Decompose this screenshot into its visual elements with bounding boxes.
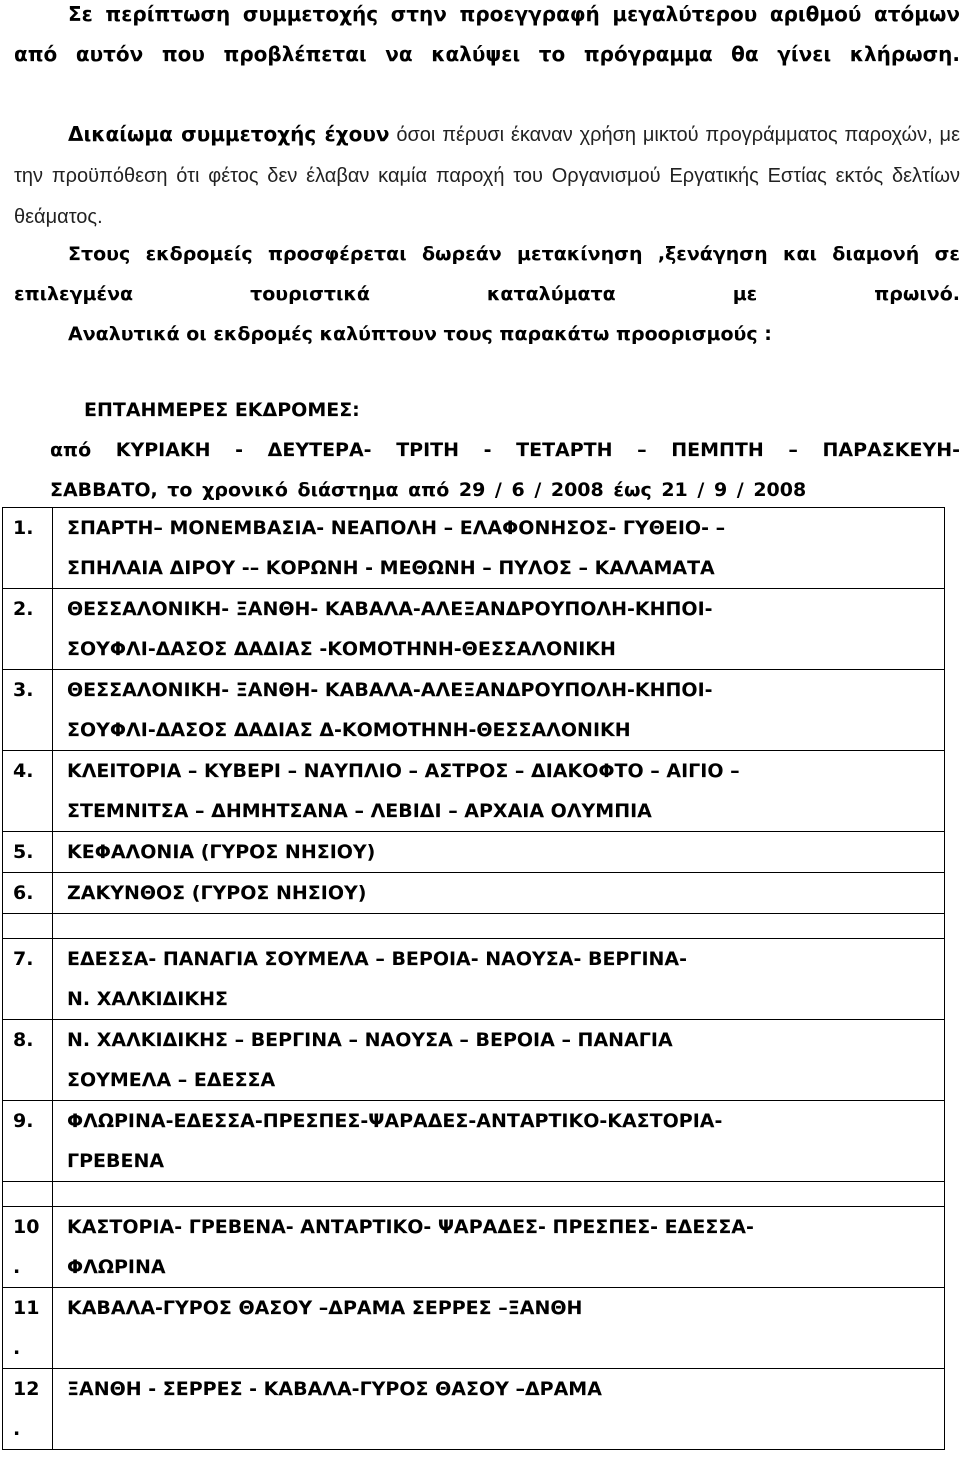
tour-route-line: ΚΑΒΑΛΑ-ΓΥΡΟΣ ΘΑΣΟΥ –ΔΡΑΜΑ ΣΕΡΡΕΣ –ΞΑΝΘΗ bbox=[67, 1297, 583, 1319]
tour-route bbox=[53, 1207, 945, 1288]
tour-route bbox=[53, 670, 945, 751]
tour-row bbox=[3, 1101, 945, 1182]
tour-route-line: ΣΤΕΜΝΙΤΣΑ – ΔΗΜΗΤΣΑΝΑ – ΛΕΒΙΔΙ – ΑΡΧΑΙΑ ΟΛΥΜΠΙΑ bbox=[67, 800, 652, 822]
tour-row bbox=[3, 873, 945, 914]
tour-route bbox=[53, 589, 945, 670]
tour-route-line: ΣΟΥΦΛΙ-ΔΑΣΟΣ ΔΑΔΙΑΣ Δ-ΚΟΜΟΤΗΝΗ-ΘΕΣΣΑΛΟΝΙΚΗ bbox=[67, 719, 631, 741]
tour-number-digits: 12 bbox=[13, 1378, 40, 1400]
spacer-cell bbox=[3, 914, 53, 939]
tour-row bbox=[3, 832, 945, 873]
tour-route-line: Ν. ΧΑΛΚΙΔΙΚΗΣ bbox=[67, 988, 228, 1010]
section-heading: ΕΠΤΑΗΜΕΡΕΣ ΕΚΔΡΟΜΕΣ: bbox=[84, 399, 360, 421]
tour-number: 3. bbox=[3, 670, 53, 751]
tour-route-line: ΣΟΥΦΛΙ-ΔΑΣΟΣ ΔΑΔΙΑΣ -ΚΟΜΟΤΗΝΗ-ΘΕΣΣΑΛΟΝΙΚΗ bbox=[67, 638, 616, 660]
tour-number: 4. bbox=[3, 751, 53, 832]
tour-route bbox=[53, 1020, 945, 1101]
eligibility-paragraph: Δικαίωμα συμμετοχής έχουν όσοι πέρυσι έκαναν χρήση μικτού προγράμματος παροχών, με την προϋπόθεση ότι φέτος δεν έλαβαν καμία παροχή του Οργανισμού Εργατικής Εστίας εκτός δελτίων θεάματος. bbox=[14, 122, 960, 228]
tour-route-line: ΦΛΩΡΙΝΑ bbox=[67, 1256, 166, 1278]
tour-route-line: ΕΔΕΣΣΑ- ΠΑΝΑΓΙΑ ΣΟΥΜΕΛΑ – ΒΕΡΟΙΑ- ΝΑΟΥΣΑ- ΒΕΡΓΙΝΑ- bbox=[67, 948, 688, 970]
tour-row bbox=[3, 1207, 945, 1288]
tour-row bbox=[3, 1288, 945, 1369]
tour-row bbox=[3, 1369, 945, 1450]
tour-row bbox=[3, 589, 945, 670]
eligibility-lead: Δικαίωμα συμμετοχής έχουν bbox=[68, 122, 390, 146]
tour-row bbox=[3, 939, 945, 1020]
tour-route-line: ΖΑΚΥΝΘΟΣ (ΓΥΡΟΣ ΝΗΣΙΟΥ) bbox=[67, 882, 367, 904]
tour-number-dot: . bbox=[13, 1256, 21, 1278]
spacer-cell bbox=[53, 914, 945, 939]
offer-paragraph: Στους εκδρομείς προσφέρεται δωρεάν μετακίνηση ,ξενάγηση και διαμονή σε επιλεγμένα τουριστικά καταλύματα με πρωινό. bbox=[14, 243, 960, 305]
tour-route bbox=[53, 939, 945, 1020]
tour-route-line: ΣΟΥΜΕΛΑ – ΕΔΕΣΣΑ bbox=[67, 1069, 276, 1091]
tour-number: 1. bbox=[3, 508, 53, 589]
tour-number-digits: 10 bbox=[13, 1216, 40, 1238]
tour-route bbox=[53, 832, 945, 873]
tour-number: 6. bbox=[3, 873, 53, 914]
tour-number: 7. bbox=[3, 939, 53, 1020]
tour-route bbox=[53, 873, 945, 914]
days-line-2: ΣΑΒΒΑΤΟ, το χρονικό διάστημα από 29 / 6 / 2008 έως 21 / 9 / 2008 bbox=[50, 479, 807, 501]
tour-route-line: ΓΡΕΒΕΝΑ bbox=[67, 1150, 165, 1172]
tour-route bbox=[53, 1369, 945, 1450]
table-spacer-row bbox=[3, 1182, 945, 1207]
tour-route-line: ΚΛΕΙΤΟΡΙΑ – ΚΥΒΕΡΙ – ΝΑΥΠΛΙΟ – ΑΣΤΡΟΣ – ΔΙΑΚΟΦΤΟ – ΑΙΓΙΟ – bbox=[67, 760, 740, 782]
tour-row bbox=[3, 751, 945, 832]
tour-number: 5. bbox=[3, 832, 53, 873]
tours-table bbox=[2, 507, 945, 1450]
destinations-intro: Αναλυτικά οι εκδρομές καλύπτουν τους παρακάτω προορισμούς : bbox=[68, 323, 772, 345]
tour-number-digits: 11 bbox=[13, 1297, 40, 1319]
tour-route-line: ΞΑΝΘΗ - ΣΕΡΡΕΣ - ΚΑΒΑΛΑ-ΓΥΡΟΣ ΘΑΣΟΥ –ΔΡΑΜΑ bbox=[67, 1378, 602, 1400]
tour-route-line: ΣΠΑΡΤΗ– ΜΟΝΕΜΒΑΣΙΑ- ΝΕΑΠΟΛΗ – ΕΛΑΦΟΝΗΣΟΣ- ΓΥΘΕΙΟ- – bbox=[67, 517, 726, 539]
tour-route-line: ΚΑΣΤΟΡΙΑ- ΓΡΕΒΕΝΑ- ΑΝΤΑΡΤΙΚΟ- ΨΑΡΑΔΕΣ- ΠΡΕΣΠΕΣ- ΕΔΕΣΣΑ- bbox=[67, 1216, 754, 1238]
tour-route bbox=[53, 751, 945, 832]
tour-row bbox=[3, 1020, 945, 1101]
tour-route-line: ΣΠΗΛΑΙΑ ΔΙΡΟΥ -– ΚΟΡΩΝΗ - ΜΕΘΩΝΗ – ΠΥΛΟΣ – ΚΑΛΑΜΑΤΑ bbox=[67, 557, 715, 579]
tour-route-line: ΚΕΦΑΛΟΝΙΑ (ΓΥΡΟΣ ΝΗΣΙΟΥ) bbox=[67, 841, 376, 863]
tour-route bbox=[53, 1288, 945, 1369]
tour-route-blank bbox=[67, 1409, 940, 1449]
tour-route-line: ΦΛΩΡΙΝΑ-ΕΔΕΣΣΑ-ΠΡΕΣΠΕΣ-ΨΑΡΑΔΕΣ-ΑΝΤΑΡΤΙΚΟ-ΚΑΣΤΟΡΙΑ- bbox=[67, 1110, 723, 1132]
tour-number bbox=[3, 1207, 53, 1288]
spacer-cell bbox=[53, 1182, 945, 1207]
days-line-1: από ΚΥΡΙΑΚΗ - ΔΕΥΤΕΡΑ- ΤΡΙΤΗ - ΤΕΤΑΡΤΗ – ΠΕΜΠΤΗ – ΠΑΡΑΣΚΕΥΗ- bbox=[50, 439, 960, 461]
tour-row bbox=[3, 670, 945, 751]
tour-number-dot: . bbox=[13, 1418, 21, 1440]
tour-route bbox=[53, 1101, 945, 1182]
tour-route-blank bbox=[67, 1328, 940, 1368]
tour-route-line: ΘΕΣΣΑΛΟΝΙΚΗ- ΞΑΝΘΗ- ΚΑΒΑΛΑ-ΑΛΕΞΑΝΔΡΟΥΠΟΛΗ-ΚΗΠΟΙ- bbox=[67, 679, 713, 701]
tour-number: 2. bbox=[3, 589, 53, 670]
tour-route bbox=[53, 508, 945, 589]
tour-route-line: Ν. ΧΑΛΚΙΔΙΚΗΣ – ΒΕΡΓΙΝΑ – ΝΑΟΥΣΑ – ΒΕΡΟΙΑ – ΠΑΝΑΓΙΑ bbox=[67, 1029, 673, 1051]
tour-number-dot: . bbox=[13, 1337, 21, 1359]
tour-row bbox=[3, 508, 945, 589]
tour-number: 8. bbox=[3, 1020, 53, 1101]
spacer-cell bbox=[3, 1182, 53, 1207]
tour-number: 9. bbox=[3, 1101, 53, 1182]
table-spacer-row bbox=[3, 914, 945, 939]
lottery-paragraph: Σε περίπτωση συμμετοχής στην προεγγραφή μεγαλύτερου αριθμού ατόμων από αυτόν που προβλέπεται να καλύψει το πρόγραμμα θα γίνει κλήρωση. bbox=[14, 2, 960, 66]
tour-route-line: ΘΕΣΣΑΛΟΝΙΚΗ- ΞΑΝΘΗ- ΚΑΒΑΛΑ-ΑΛΕΞΑΝΔΡΟΥΠΟΛΗ-ΚΗΠΟΙ- bbox=[67, 598, 713, 620]
tour-number bbox=[3, 1288, 53, 1369]
tour-number bbox=[3, 1369, 53, 1450]
